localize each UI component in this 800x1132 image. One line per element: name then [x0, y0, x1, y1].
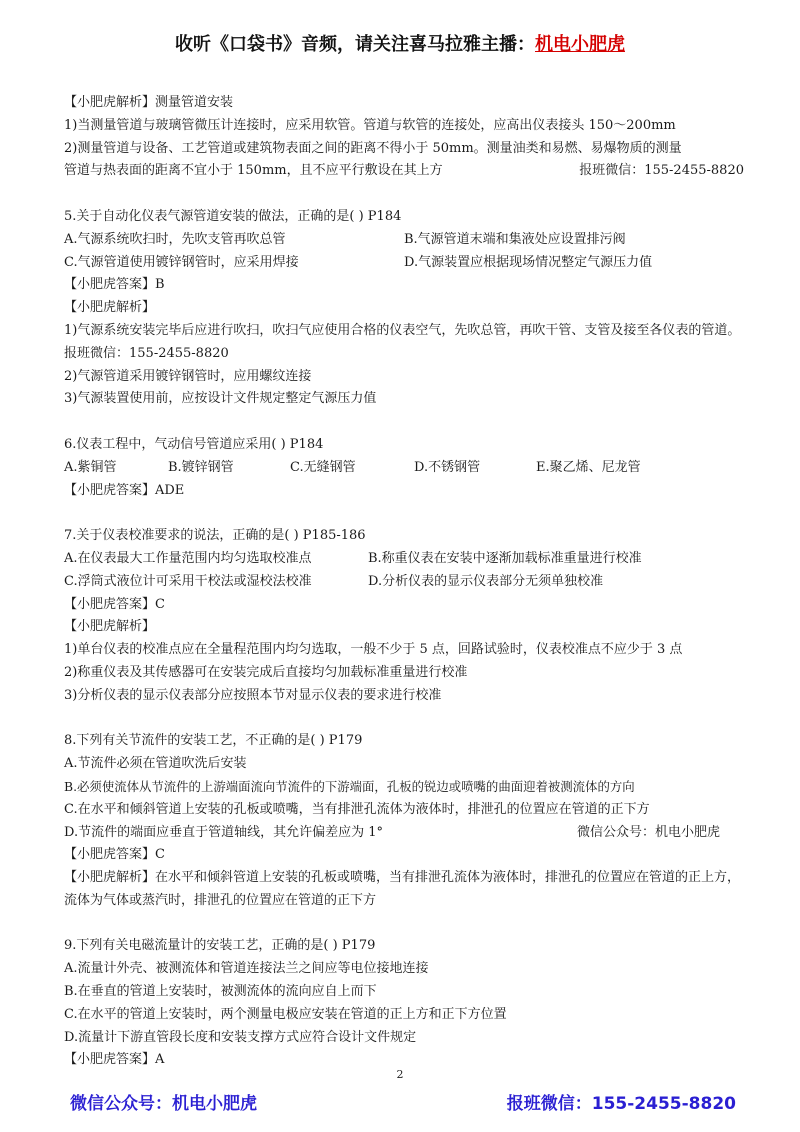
intro-wechat-note: 报班微信：155-2455-8820	[579, 163, 744, 179]
q6-option-c: C.无缝钢管	[290, 459, 356, 475]
q8-option-d-row	[64, 822, 744, 845]
q8-answer: 【小肥虎答案】C	[64, 847, 165, 863]
q7-stem: 7.关于仪表校准要求的说法，正确的是( ) P185-186	[64, 528, 366, 544]
q7-analysis-3: 3)分析仪表的显示仪表部分应按照本节对显示仪表的要求进行校准	[64, 687, 442, 703]
q6-stem: 6.仪表工程中，气动信号管道应采用( ) P184	[64, 436, 324, 452]
q7-analysis-1: 1)单台仪表的校准点应在全量程范围内均匀选取，一般不少于 5 点，回路试验时，仪表校准点不应少于 3 点	[64, 642, 683, 658]
q6-option-d: D.不锈钢管	[414, 459, 481, 475]
q6-option-a: A.紫铜管	[64, 459, 117, 475]
footer-wechat-contact: 报班微信：155-2455-8820	[506, 1094, 736, 1114]
q7-analysis-title: 【小肥虎解析】	[64, 619, 156, 635]
q5-option-c: C.气源管道使用镀锌钢管时，应采用焊接	[64, 254, 299, 270]
intro-paragraph-2b-row	[64, 160, 744, 183]
q5-option-d: D.气源装置应根据现场情况整定气源压力值	[404, 254, 653, 270]
q9-option-b: B.在垂直的管道上安装时，被测流体的流向应自上而下	[64, 984, 377, 1000]
intro-paragraph-2b: 管道与热表面的距离不宜小于 150mm，且不应平行敷设在其上方	[64, 163, 443, 179]
q5-analysis-2: 2)气源管道采用镀锌钢管时，应用螺纹连接	[64, 368, 312, 384]
page-number: 2	[396, 1068, 404, 1081]
header-brand-link[interactable]: 机电小肥虎	[535, 34, 625, 55]
q5-options-row-1	[64, 229, 744, 252]
q5-analysis-1: 1)气源系统安装完毕后应进行吹扫，吹扫气应使用合格的仪表空气，先吹总管，再吹干管、支管及接至各仪表的管道。报班微信：155-2455-8820	[64, 322, 741, 361]
q7-option-a: A.在仪表最大工作量范围内均匀选取校准点	[64, 550, 312, 566]
q8-stem: 8.下列有关节流件的安装工艺，不正确的是( ) P179	[64, 733, 363, 749]
q8-option-b: B.必须使流体从节流件的上游端面流向节流件的下游端面，孔板的锐边或喷嘴的曲面迎着被测流体的方向	[64, 778, 635, 794]
q9-answer: 【小肥虎答案】A	[64, 1052, 165, 1068]
q7-analysis-2: 2)称重仪表及其传感器可在安装完成后直接均匀加载标准重量进行校准	[64, 664, 468, 680]
q8-analysis: 【小肥虎解析】在水平和倾斜管道上安装的孔板或喷嘴，当有排泄孔流体为液体时，排泄孔的位置应在管道的正上方，流体为气体或蒸汽时，排泄孔的位置应在管道的正下方	[64, 870, 741, 908]
q5-analysis-title: 【小肥虎解析】	[64, 300, 156, 316]
q9-option-c: C.在水平的管道上安装时，两个测量电极应安装在管道的正上方和正下方位置	[64, 1006, 507, 1022]
intro-paragraph-1: 1)当测量管道与玻璃管微压计连接时，应采用软管。管道与软管的连接处，应高出仪表接头 150～200mm	[64, 117, 676, 133]
intro-title: 【小肥虎解析】测量管道安装	[64, 95, 234, 110]
q7-option-d: D.分析仪表的显示仪表部分无须单独校准	[368, 573, 604, 589]
header-prefix: 收听《口袋书》音频，请关注喜马拉雅主播：	[175, 34, 535, 55]
q9-stem: 9.下列有关电磁流量计的安装工艺，正确的是( ) P179	[64, 938, 376, 954]
q6-options-row	[64, 457, 744, 480]
q5-stem: 5.关于自动化仪表气源管道安装的做法，正确的是( ) P184	[64, 208, 402, 224]
q7-options-row-2	[64, 571, 744, 594]
q5-option-a: A.气源系统吹扫时，先吹支管再吹总管	[64, 231, 286, 247]
q6-option-b: B.镀锌钢管	[168, 459, 234, 475]
q8-option-c: C.在水平和倾斜管道上安装的孔板或喷嘴，当有排泄孔流体为液体时，排泄孔的位置应在管道的正下方	[64, 801, 650, 817]
page-header	[0, 30, 800, 56]
q9-option-a: A.流量计外壳、被测流体和管道连接法兰之间应等电位接地连接	[64, 961, 429, 977]
q8-option-a: A.节流件必须在管道吹洗后安装	[64, 756, 247, 772]
q7-options-row-1	[64, 548, 744, 571]
q7-option-c: C.浮筒式液位计可采用干校法或湿校法校准	[64, 573, 312, 589]
q8-option-d: D.节流件的端面应垂直于管道轴线，其允许偏差应为 1°	[64, 824, 383, 840]
page-footer	[0, 1089, 800, 1115]
q6-option-e: E.聚乙烯、尼龙管	[536, 459, 641, 475]
q5-answer: 【小肥虎答案】B	[64, 277, 165, 293]
q6-answer: 【小肥虎答案】ADE	[64, 482, 185, 498]
footer-wechat-account: 微信公众号：机电小肥虎	[70, 1094, 257, 1114]
document-body	[64, 92, 744, 1072]
q5-analysis-3: 3)气源装置使用前，应按设计文件规定整定气源压力值	[64, 391, 377, 407]
q8-wechat-note: 微信公众号：机电小肥虎	[576, 824, 720, 840]
q5-option-b: B.气源管道末端和集液处应设置排污阀	[404, 231, 626, 247]
q9-option-d: D.流量计下游直管段长度和安装支撑方式应符合设计文件规定	[64, 1029, 417, 1045]
q7-option-b: B.称重仪表在安装中逐渐加载标准重量进行校准	[368, 550, 642, 566]
q5-options-row-2	[64, 252, 744, 275]
q7-answer: 【小肥虎答案】C	[64, 596, 165, 612]
intro-paragraph-2a: 2)测量管道与设备、工艺管道或建筑物表面之间的距离不得小于 50mm。测量油类和易燃、易爆物质的测量	[64, 140, 682, 156]
